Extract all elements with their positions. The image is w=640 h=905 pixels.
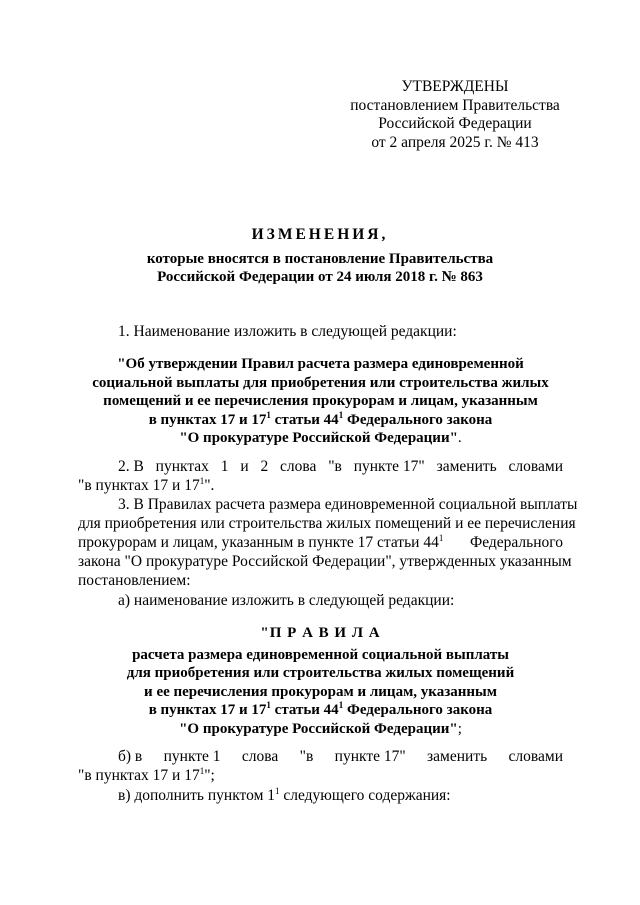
quote-line: помещений и ее перечисления прокурорам и лицам, указанным <box>103 393 538 409</box>
approval-date: от 2 апреля 2025 г. № 413 <box>371 133 539 151</box>
item-3a-text: а) наименование изложить в следующей редакции: <box>118 592 455 609</box>
item-2 <box>78 457 563 495</box>
item-2-line: 2. В пунктах 1 и 2 слова "в пункте 17" заменить словами <box>118 458 563 475</box>
document-subtitle <box>60 250 580 286</box>
item-1 <box>78 322 563 341</box>
superscript: 1 <box>438 532 444 543</box>
rules-line: расчета размера единовременной социальной выплаты <box>132 646 509 663</box>
item-3-line: для приобретения или строительства жилых помещений и ее перечисления <box>78 515 576 532</box>
item-1-text: 1. Наименование изложить в следующей редакции: <box>118 323 457 340</box>
superscript: 1 <box>266 409 271 420</box>
superscript: 1 <box>199 765 205 776</box>
rules-line: для приобретения или строительства жилых помещений <box>126 665 515 681</box>
superscript: 1 <box>338 700 344 710</box>
rules-line: "О прокуратуре Российской Федерации"; <box>179 720 462 737</box>
approval-heading: УТВЕРЖДЕНЫ <box>401 78 509 95</box>
rules-title-block <box>78 624 563 738</box>
item-3b-line: "в пунктах 17 и $17^1$"; <box>78 765 215 784</box>
approval-stamp <box>330 78 580 152</box>
approval-line: Российской Федерации <box>378 115 532 132</box>
superscript: 1 <box>338 409 344 420</box>
item-3v: в) дополнить пунктом $1^1$ следующего содержания: <box>118 785 451 804</box>
approval-line: постановлением Правительства <box>350 96 560 114</box>
superscript: 1 <box>275 785 280 796</box>
rules-heading: "П Р А В И Л А <box>260 625 381 641</box>
document-title: ИЗМЕНЕНИЯ, <box>251 226 389 243</box>
superscript: 1 <box>199 475 205 486</box>
rules-line: и ее перечисления прокурорам и лицам, указанным <box>144 683 497 700</box>
item-3-line: 3. В Правилах расчета размера единовременной социальной выплаты <box>118 496 578 513</box>
rules-line: в пунктах 17 и $17^1$ статьи $44^1$ Федерального закона <box>148 700 493 718</box>
item-2-line: "в пунктах 17 и $17^1$". <box>78 475 215 494</box>
superscript: 1 <box>266 700 271 710</box>
subtitle-line: которые вносятся в постановление Правительства <box>146 251 494 267</box>
item-3 <box>78 495 578 590</box>
item-3b <box>78 747 563 785</box>
quote-line: "Об утверждении Правил расчета размера единовременной <box>117 356 524 372</box>
item-3b-line: б) в пункте 1 слова "в пункте 17" заменить словами <box>118 748 563 765</box>
quote-line: социальной выплаты для приобретения или строительства жилых <box>92 374 549 391</box>
item-3a <box>78 591 563 610</box>
quoted-title <box>78 355 563 448</box>
item-3-line: прокурорам и лицам, указанным в пункте 17 статьи $44^1$ Федерального <box>78 532 563 551</box>
subtitle-line: Российской Федерации от 24 июля 2018 г. № 863 <box>157 269 483 285</box>
item-3-line: постановлением: <box>78 572 191 589</box>
quote-line: "О прокуратуре Российской Федерации". <box>179 430 462 446</box>
item-3-line: закона "О прокуратуре Российской Федерации", утвержденных указанным <box>78 553 572 570</box>
quote-line: в пунктах 17 и $17^1$ статьи $44^1$ Федерального закона <box>148 409 493 428</box>
